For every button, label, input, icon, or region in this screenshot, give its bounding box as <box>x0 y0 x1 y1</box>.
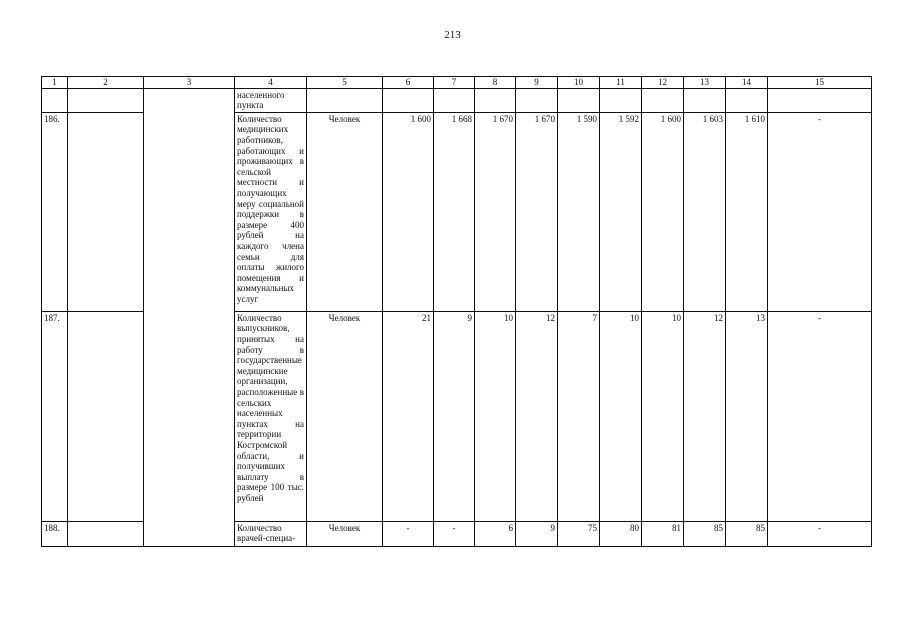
table-row <box>42 88 872 112</box>
table-cell <box>642 88 684 112</box>
value-cell: 85 <box>726 521 768 546</box>
header-cell: 3 <box>144 77 235 89</box>
value-cell: - <box>383 521 434 546</box>
value-cell: 85 <box>684 521 726 546</box>
value-cell: 1 600 <box>383 112 434 311</box>
value-cell: 10 <box>475 311 516 521</box>
value-cell: 1 600 <box>642 112 684 311</box>
indicators-table <box>41 76 872 547</box>
value-cell: 1 610 <box>726 112 768 311</box>
header-cell: 2 <box>68 77 144 89</box>
value-cell: 10 <box>600 311 642 521</box>
value-cell: 7 <box>558 311 600 521</box>
table-cell <box>307 88 383 112</box>
unit-cell: Человек <box>307 311 383 521</box>
table-cell <box>684 88 726 112</box>
table-cell <box>726 88 768 112</box>
value-cell: 9 <box>516 521 558 546</box>
unit-cell: Человек <box>307 112 383 311</box>
unit-cell: Человек <box>307 521 383 546</box>
header-cell: 15 <box>768 77 872 89</box>
indicator-description: населенного пункта <box>235 88 307 112</box>
table-cell <box>516 88 558 112</box>
value-cell: 12 <box>684 311 726 521</box>
table-cell <box>68 311 144 521</box>
row-number-cell: 186. <box>42 112 68 311</box>
row-number-cell: 187. <box>42 311 68 521</box>
value-cell: 10 <box>642 311 684 521</box>
header-cell: 10 <box>558 77 600 89</box>
header-cell: 6 <box>383 77 434 89</box>
value-cell: 1 603 <box>684 112 726 311</box>
table-cell <box>768 88 872 112</box>
row-number-cell: 188. <box>42 521 68 546</box>
header-cell: 12 <box>642 77 684 89</box>
table-cell <box>68 88 144 112</box>
value-cell: - <box>434 521 475 546</box>
header-cell: 7 <box>434 77 475 89</box>
table-cell <box>434 88 475 112</box>
value-cell: 1 668 <box>434 112 475 311</box>
indicator-description: Количество врачей-специа- <box>235 521 307 546</box>
header-cell: 1 <box>42 77 68 89</box>
indicator-description: Количество выпускников, принятых на работу в государственные медицинские организации, расположенные в сельских населенных пунктах на территории Костромской области, и получивших выплату в размере 100 тыс. рублей <box>235 311 307 521</box>
header-row <box>42 77 872 89</box>
table-cell <box>144 88 235 546</box>
header-cell: 5 <box>307 77 383 89</box>
value-cell: 12 <box>516 311 558 521</box>
note-cell: - <box>768 112 872 311</box>
table-cell <box>600 88 642 112</box>
table-cell <box>68 521 144 546</box>
value-cell: 1 592 <box>600 112 642 311</box>
value-cell: 6 <box>475 521 516 546</box>
value-cell: 1 670 <box>475 112 516 311</box>
header-cell: 11 <box>600 77 642 89</box>
value-cell: 81 <box>642 521 684 546</box>
table-cell <box>558 88 600 112</box>
note-cell: - <box>768 311 872 521</box>
header-cell: 9 <box>516 77 558 89</box>
table-cell <box>383 88 434 112</box>
value-cell: 9 <box>434 311 475 521</box>
value-cell: 1 670 <box>516 112 558 311</box>
value-cell: 80 <box>600 521 642 546</box>
header-cell: 8 <box>475 77 516 89</box>
header-cell: 4 <box>235 77 307 89</box>
header-cell: 14 <box>726 77 768 89</box>
note-cell: - <box>768 521 872 546</box>
indicator-description: Количество медицинских работников, работающих и проживающих в сельской местности и получающих меру социальной поддержки в размере 400 рублей на каждого члена семьи для оплаты жилого помещения и коммунальных услуг <box>235 112 307 311</box>
header-cell: 13 <box>684 77 726 89</box>
value-cell: 13 <box>726 311 768 521</box>
table-cell <box>475 88 516 112</box>
table-cell <box>68 112 144 311</box>
page-number: 213 <box>444 29 461 41</box>
row-number-cell <box>42 88 68 112</box>
value-cell: 21 <box>383 311 434 521</box>
value-cell: 1 590 <box>558 112 600 311</box>
value-cell: 75 <box>558 521 600 546</box>
